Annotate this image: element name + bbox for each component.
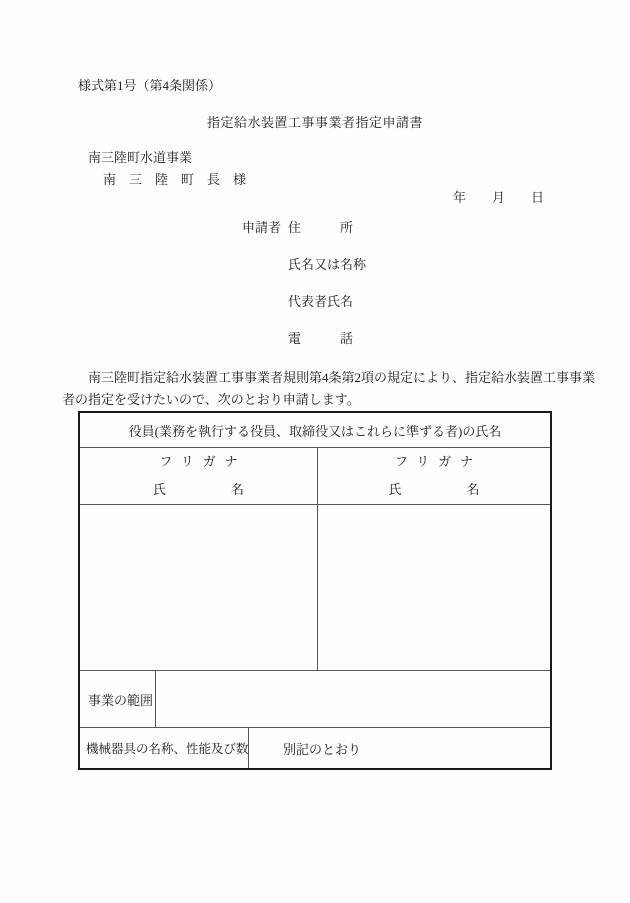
application-table: [78, 411, 552, 770]
equipment-label: 機械器具の名称、性能及び数: [86, 742, 249, 756]
furigana-label-left: フリガナ: [159, 454, 247, 469]
equipment-label-cell: [80, 728, 249, 768]
business-scope-value-cell: [156, 671, 550, 727]
equipment-value: 別記のとおり: [283, 741, 362, 757]
form-number: 様式第1号（第4条関係）: [78, 78, 222, 93]
statement-line-2: 者の指定を受けたいので、次のとおり申請します。: [62, 391, 360, 407]
business-scope-row: [80, 671, 550, 728]
business-scope-label-cell: [80, 671, 156, 727]
application-statement: [62, 367, 596, 410]
addressee-line: 南 三 陸 町 長 様: [103, 172, 247, 187]
business-scope-label: 事業の範囲: [88, 692, 154, 708]
applicant-block: [242, 220, 366, 368]
name-label-left: 氏 名: [152, 482, 244, 497]
officer-right-entry-cell: [318, 505, 550, 670]
officer-header-label: 役員(業務を執行する役員、取締役又はこれらに準ずる者)の氏名: [128, 423, 502, 439]
document-title: 指定給水装置工事事業者指定申請書: [206, 115, 423, 130]
date-line: 年 月 日: [453, 190, 545, 205]
officer-header-row: [80, 413, 550, 448]
applicant-fields: [288, 220, 366, 368]
officer-left-label-cell: [80, 448, 318, 504]
statement-line-1: 南三陸町指定給水装置工事事業者規則第4条第2項の規定により、指定給水装置工事事業: [88, 370, 596, 385]
applicant-label: 申請者: [242, 220, 282, 235]
water-utility-name: 南三陸町水道事業: [88, 150, 193, 165]
officer-label-row: [80, 448, 550, 505]
officer-left-entry-cell: [80, 505, 318, 670]
officer-entry-row: [80, 505, 550, 671]
name-label-right: 氏 名: [388, 482, 480, 497]
applicant-name-label: 氏名又は名称: [288, 257, 367, 272]
furigana-label-right: フリガナ: [394, 454, 483, 469]
applicant-phone-label: 電 話: [288, 331, 354, 346]
officer-right-label-cell: [318, 448, 550, 504]
equipment-value-cell: [249, 728, 550, 768]
applicant-address-label: 住 所: [288, 220, 354, 235]
equipment-row: [80, 728, 550, 768]
applicant-representative-label: 代表者氏名: [288, 294, 354, 309]
